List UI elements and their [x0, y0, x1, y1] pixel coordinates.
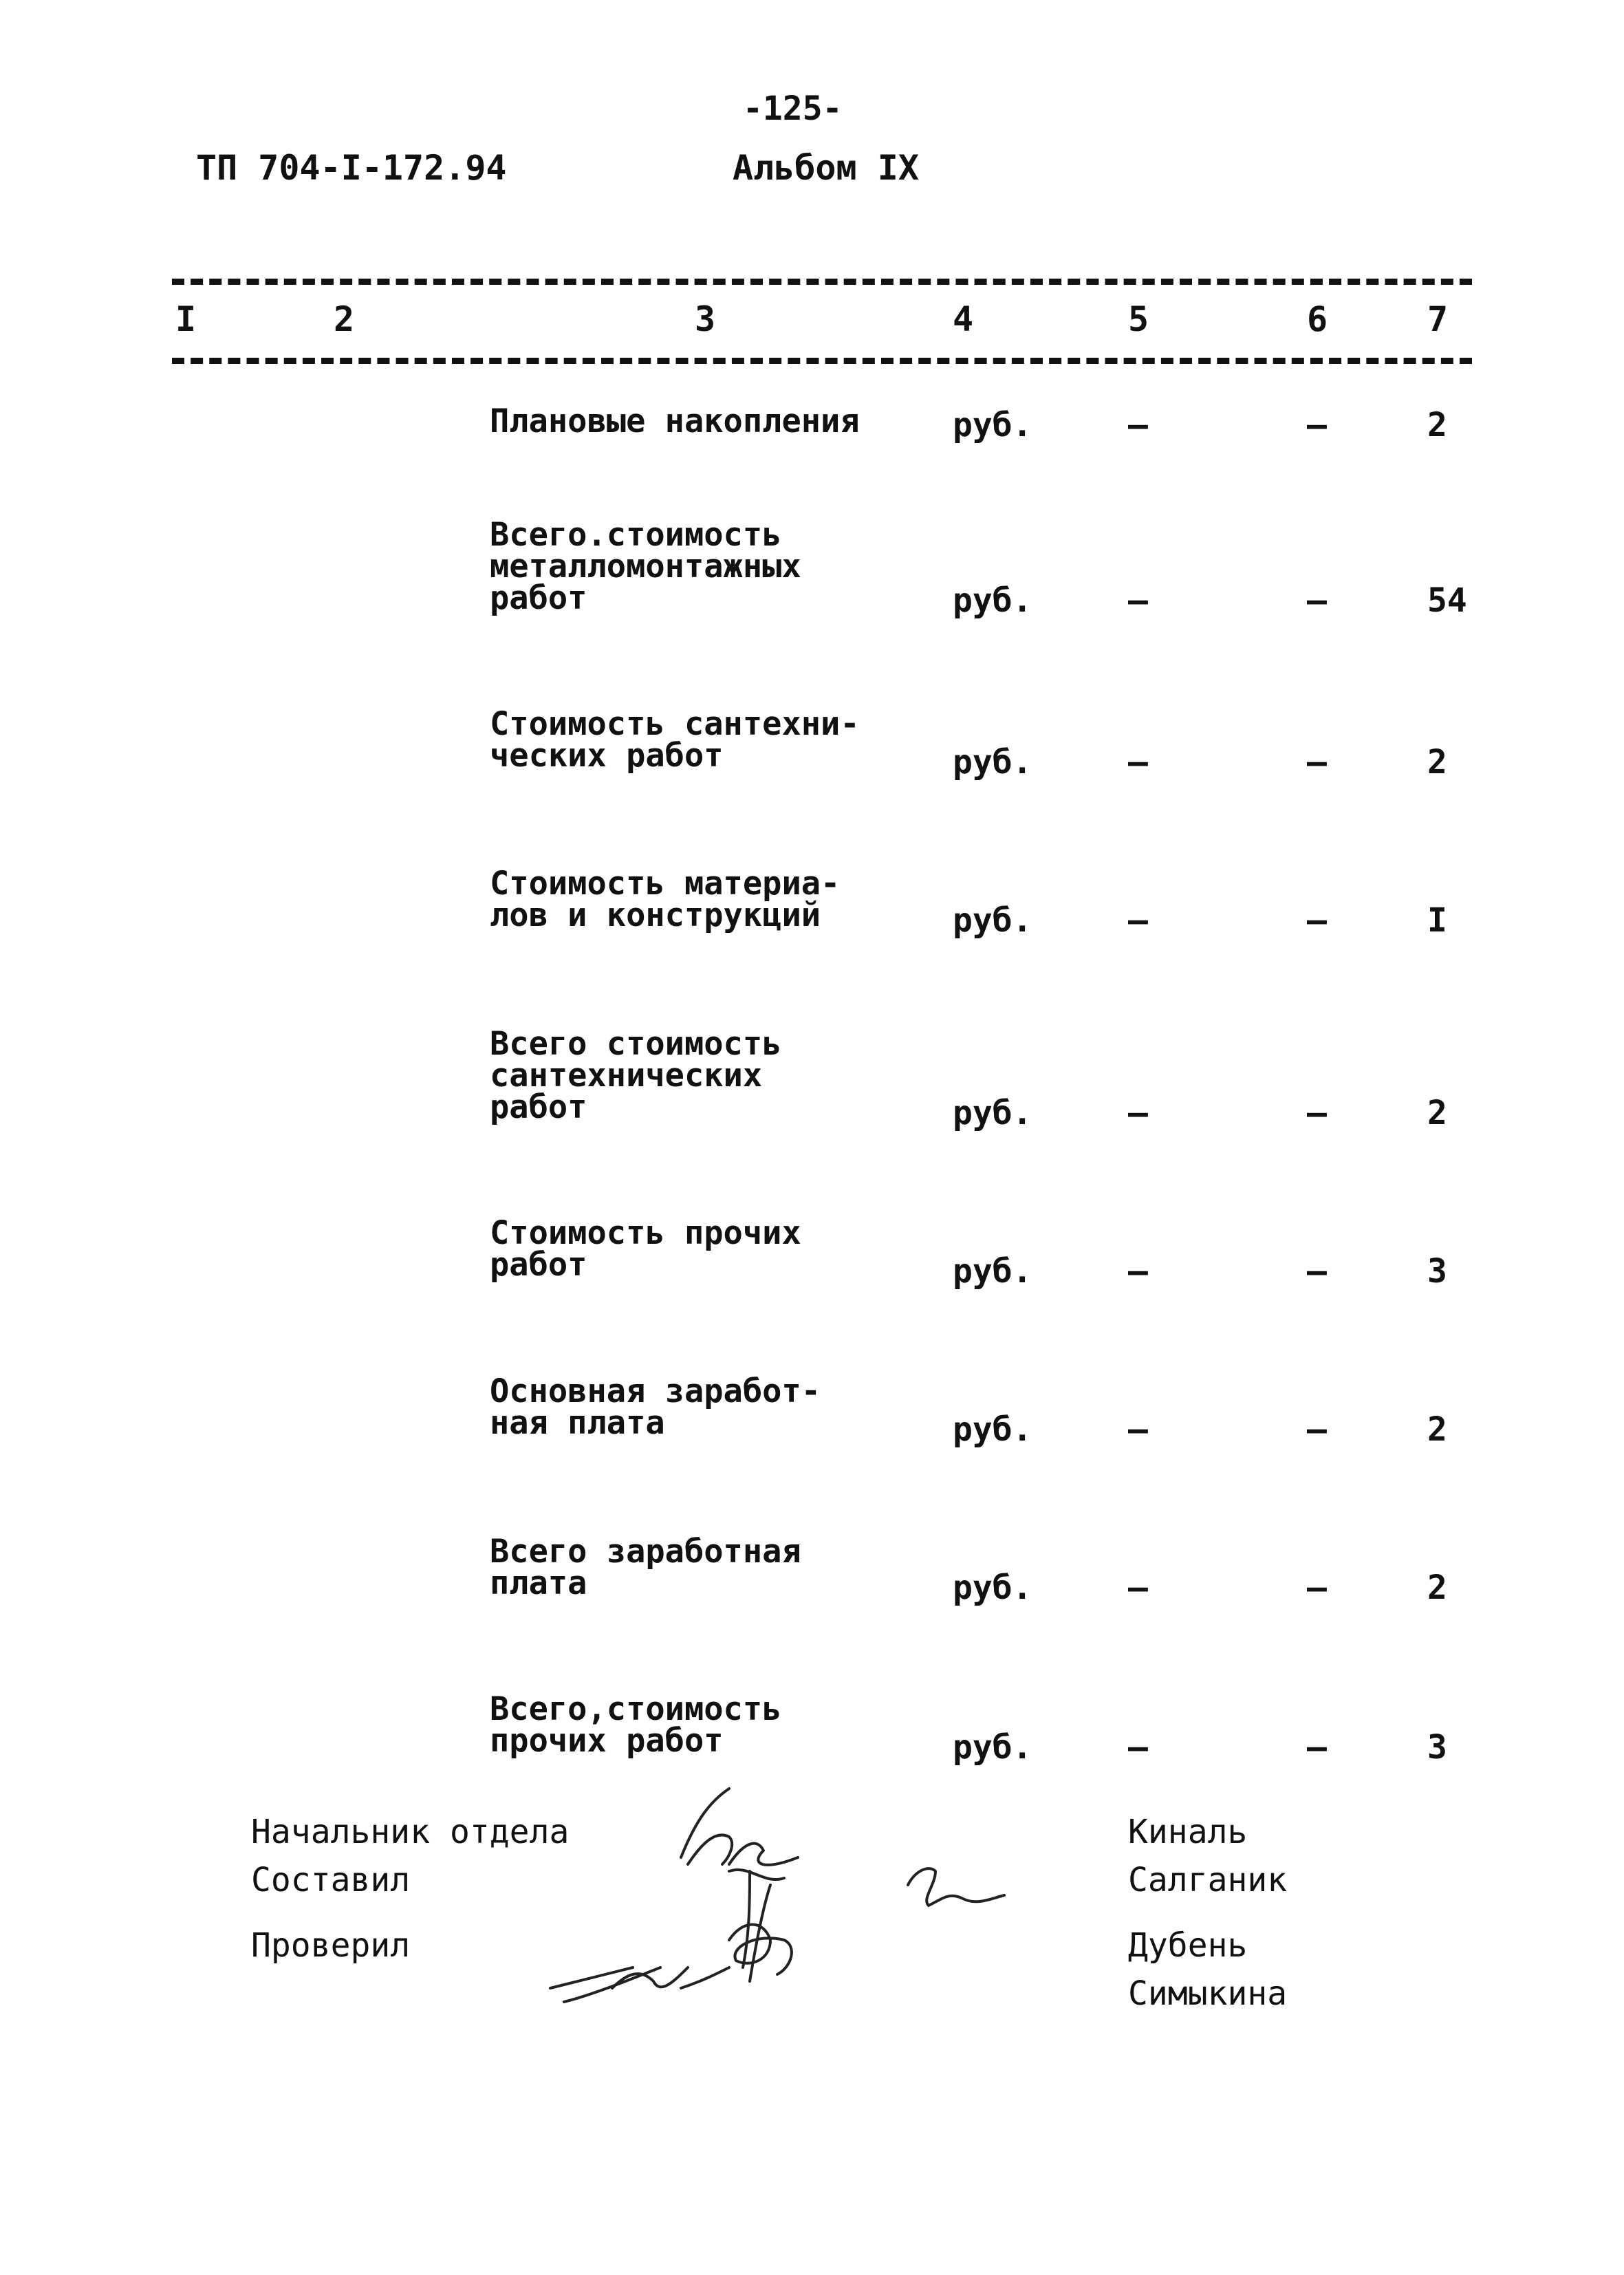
row-col7: 2 — [1427, 743, 1447, 781]
row-unit: руб. — [953, 1252, 1032, 1291]
table-top-rule — [172, 279, 1472, 285]
row-col6: – — [1307, 1410, 1327, 1449]
row-col7: I — [1427, 901, 1447, 940]
handwritten-signatures-image — [523, 1761, 1046, 2050]
signature-label-checked: Проверил — [251, 1926, 411, 1965]
row-col5: – — [1128, 901, 1148, 940]
row-description: Стоимость сантехни- ческих работ — [490, 705, 860, 775]
column-header-6: 6 — [1307, 299, 1328, 339]
row-col5: – — [1128, 1094, 1148, 1132]
row-description: Стоимость прочих работ — [490, 1214, 801, 1284]
row-unit: руб. — [953, 1410, 1032, 1449]
row-description: Всего.стоимость металломонтажных работ — [490, 516, 801, 617]
row-col6: – — [1307, 1728, 1327, 1767]
signature-name-4: Симыкина — [1128, 1974, 1288, 2013]
row-col6: – — [1307, 1094, 1327, 1132]
column-header-3: 3 — [695, 299, 716, 339]
row-description: Стоимость материа- лов и конструкций — [490, 865, 841, 934]
row-col5: – — [1128, 1410, 1148, 1449]
row-unit: руб. — [953, 1094, 1032, 1132]
signature-name-3: Дубень — [1128, 1926, 1248, 1965]
row-col7: 2 — [1427, 406, 1447, 444]
row-col7: 54 — [1427, 581, 1467, 620]
column-header-1: I — [175, 299, 197, 339]
row-col6: – — [1307, 1252, 1327, 1291]
signature-label-composed: Составил — [251, 1861, 411, 1899]
row-col6: – — [1307, 901, 1327, 940]
row-description: Всего,стоимость прочих работ — [490, 1690, 782, 1760]
row-col5: – — [1128, 406, 1148, 444]
row-col5: – — [1128, 1252, 1148, 1291]
row-col7: 3 — [1427, 1728, 1447, 1767]
row-description: Плановые накопления — [490, 402, 860, 440]
column-header-7: 7 — [1427, 299, 1449, 339]
row-col6: – — [1307, 581, 1327, 620]
row-description: Всего стоимость сантехнических работ — [490, 1025, 782, 1126]
row-col5: – — [1128, 743, 1148, 781]
row-unit: руб. — [953, 581, 1032, 620]
row-col5: – — [1128, 1728, 1148, 1767]
row-col7: 2 — [1427, 1410, 1447, 1449]
row-description: Всего заработная плата — [490, 1533, 801, 1602]
signature-name-2: Салганик — [1128, 1861, 1288, 1899]
row-col5: – — [1128, 581, 1148, 620]
row-col6: – — [1307, 743, 1327, 781]
row-unit: руб. — [953, 406, 1032, 444]
signature-name-1: Киналь — [1128, 1813, 1248, 1851]
document-code: ТП 704-I-172.94 — [196, 148, 507, 188]
row-description: Основная заработ- ная плата — [490, 1372, 821, 1442]
row-col7: 2 — [1427, 1094, 1447, 1132]
signature-label-head: Начальник отдела — [251, 1813, 570, 1851]
row-col6: – — [1307, 1568, 1327, 1607]
page-number: -125- — [743, 89, 843, 128]
column-header-4: 4 — [953, 299, 974, 339]
row-unit: руб. — [953, 743, 1032, 781]
album-title: Альбом IX — [733, 148, 919, 188]
column-header-2: 2 — [334, 299, 355, 339]
row-unit: руб. — [953, 1728, 1032, 1767]
row-unit: руб. — [953, 1568, 1032, 1607]
row-col6: – — [1307, 406, 1327, 444]
table-header-rule — [172, 358, 1472, 364]
row-col7: 3 — [1427, 1252, 1447, 1291]
column-header-5: 5 — [1128, 299, 1149, 339]
row-col5: – — [1128, 1568, 1148, 1607]
row-col7: 2 — [1427, 1568, 1447, 1607]
row-unit: руб. — [953, 901, 1032, 940]
